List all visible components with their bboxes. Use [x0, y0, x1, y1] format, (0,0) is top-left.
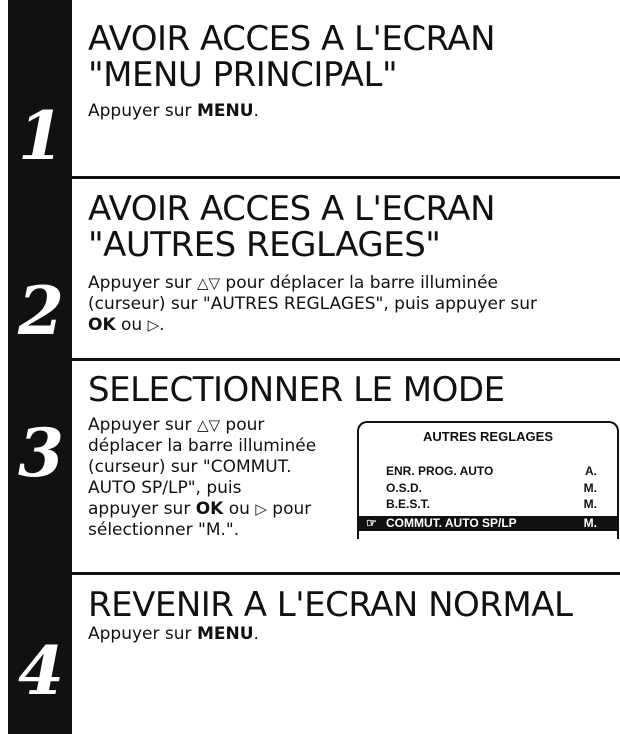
step-4-instruction: Appuyer sur MENU.: [88, 624, 259, 644]
menu-row-selected: ☞ COMMUT. AUTO SP/LP M.: [359, 516, 617, 531]
step-4-heading: REVENIR A L'ECRAN NORMAL: [88, 585, 573, 625]
pointing-hand-icon: ☞: [366, 516, 377, 530]
step-1-number: 1: [18, 97, 64, 175]
step-2-instruction: Appuyer sur △▽ pour déplacer la barre illuminée (curseur) sur "AUTRES REGLAGES", puis appuyer sur OK ou ▷.: [88, 273, 538, 335]
step-3-heading: SELECTIONNER LE MODE: [88, 370, 505, 410]
up-down-arrows-icon: △▽: [196, 274, 221, 292]
section-divider: [72, 358, 620, 361]
section-divider: [72, 572, 620, 575]
menu-title: AUTRES REGLAGES: [422, 429, 553, 444]
step-2-heading-line-2: "AUTRES REGLAGES": [88, 225, 441, 265]
menu-key-label: MENU: [196, 101, 254, 121]
step-3-instruction: Appuyer sur △▽ pour déplacer la barre illuminée (curseur) sur "COMMUT. AUTO SP/LP", puis appuyer sur OK ou ▷ pour sélectionner "M.".: [88, 415, 317, 540]
step-2-number: 2: [18, 272, 64, 350]
step-1-instruction: Appuyer sur MENU.: [88, 101, 259, 121]
right-arrow-icon: ▷: [255, 500, 267, 518]
menu-row: O.S.D. M.: [386, 481, 597, 495]
menu-row: B.E.S.T. M.: [386, 497, 597, 511]
up-down-arrows-icon: △▽: [196, 416, 221, 434]
step-2-heading-line-1: AVOIR ACCES A L'ECRAN: [88, 189, 495, 229]
step-1-heading-line-2: "MENU PRINCIPAL": [88, 55, 398, 95]
step-1-heading-line-1: AVOIR ACCES A L'ECRAN: [88, 19, 495, 59]
autres-reglages-menu-screen: [357, 421, 619, 539]
right-arrow-icon: ▷: [147, 316, 160, 334]
menu-row: ENR. PROG. AUTO A.: [386, 464, 597, 478]
ok-key-label: OK: [195, 499, 224, 519]
menu-key-label: MENU: [196, 624, 254, 644]
ok-key-label: OK: [88, 315, 116, 335]
step-4-number: 4: [18, 632, 64, 710]
section-divider: [72, 176, 620, 179]
step-3-number: 3: [18, 414, 64, 492]
